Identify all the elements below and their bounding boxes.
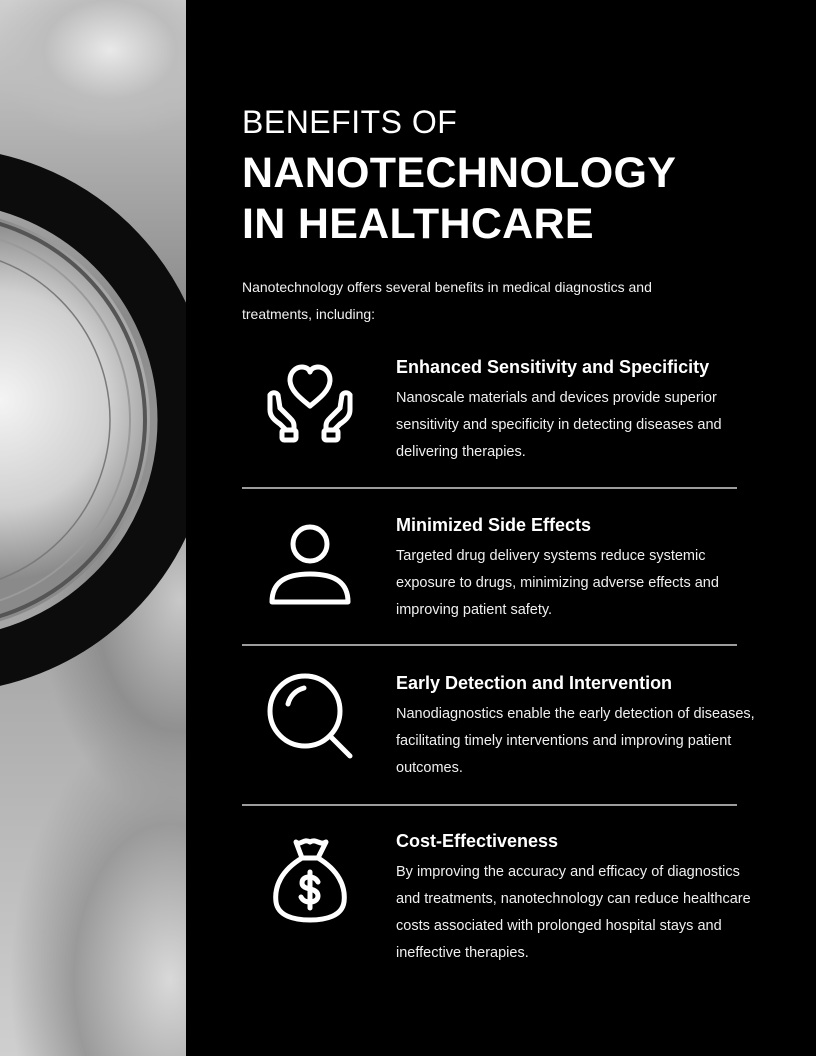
title-line-1: NANOTECHNOLOGY — [242, 149, 677, 197]
header — [242, 100, 762, 328]
benefit-title: Minimized Side Effects — [396, 515, 592, 535]
benefit-item — [242, 340, 762, 486]
title-line-2: IN HEALTHCARE — [242, 200, 594, 248]
person-icon — [260, 508, 360, 608]
lens-photo-art — [0, 0, 186, 1056]
benefit-description: By improving the accuracy and efficacy of diagnostics and treatments, nanotechnology can reduce healthcare costs associated with prolonged hospital stays and ineffective therapies. — [396, 864, 751, 961]
benefit-description: Targeted drug delivery systems reduce systemic exposure to drugs, minimizing adverse effects and improving patient safety. — [396, 548, 719, 618]
benefit-item — [242, 814, 762, 960]
money-bag-icon — [260, 824, 360, 924]
intro-text: Nanotechnology offers several benefits in medical diagnostics and treatments, including: — [242, 279, 652, 322]
title-top: BENEFITS OF — [242, 104, 458, 140]
benefit-item — [242, 498, 762, 644]
benefit-item — [242, 656, 762, 802]
divider — [242, 487, 737, 489]
benefit-description: Nanodiagnostics enable the early detection of diseases, facilitating timely interventions and improving patient outcomes. — [396, 706, 755, 776]
benefit-title: Early Detection and Intervention — [396, 673, 673, 693]
benefit-description: Nanoscale materials and devices provide superior sensitivity and specificity in detecting diseases and delivering therapies. — [396, 390, 722, 460]
divider — [242, 644, 737, 646]
benefit-title: Cost-Effectiveness — [396, 831, 559, 851]
heart-hands-icon — [260, 350, 360, 450]
page-title — [242, 148, 762, 250]
divider — [242, 804, 737, 806]
benefit-title: Enhanced Sensitivity and Specificity — [396, 357, 710, 377]
magnifier-icon — [260, 666, 360, 766]
benefits-list — [242, 340, 762, 960]
background-photo — [0, 0, 186, 1056]
